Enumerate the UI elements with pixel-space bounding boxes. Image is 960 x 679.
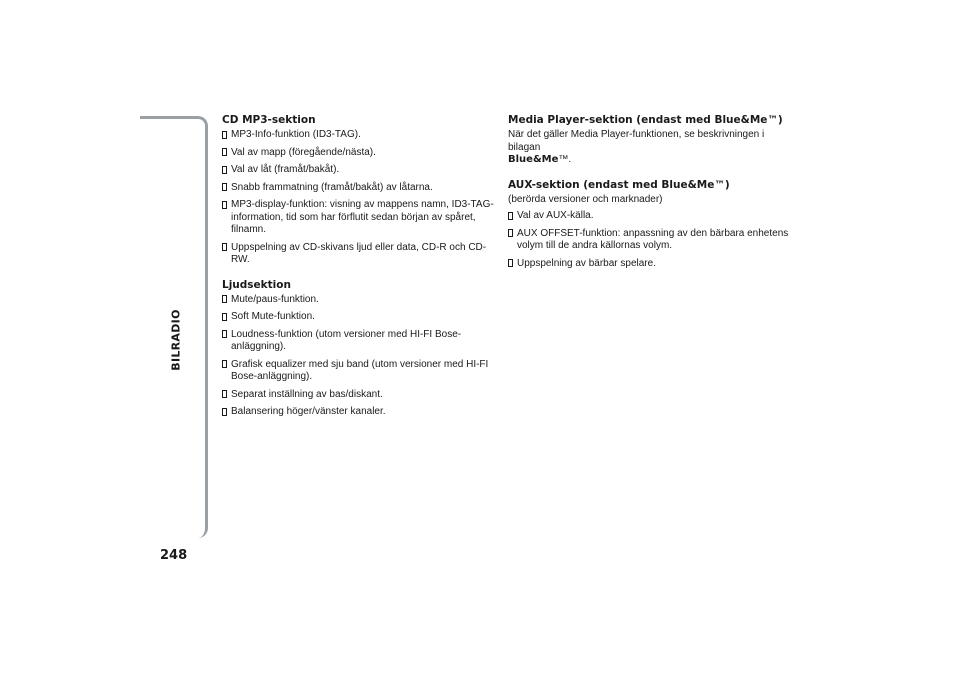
list-item-text: Uppspelning av CD-skivans ljud eller data, CD-R och CD-RW. [231, 241, 487, 265]
checkbox-bullet-icon [222, 243, 227, 251]
section-title: Media Player-sektion (endast med Blue&Me™) [508, 114, 783, 126]
section-title: CD MP3-sektion [222, 114, 316, 126]
list-item-text: Grafisk equalizer med sju band (utom versioner med HI-FI Bose-anläggning). [231, 358, 489, 382]
right-column [508, 113, 793, 275]
list-item-text: Balansering höger/vänster kanaler. [231, 406, 386, 417]
paragraph-text: När det gäller Media Player-funktionen, se beskrivningen i bilagan [508, 129, 765, 153]
list-item [222, 129, 497, 142]
list-item [222, 389, 497, 402]
section-title: AUX-sektion (endast med Blue&Me™) [508, 178, 730, 191]
paragraph-bold-reference: Blue&Me [508, 154, 559, 165]
list-item [508, 210, 793, 223]
checkbox-bullet-icon [222, 295, 227, 303]
checkbox-bullet-icon [222, 360, 227, 368]
checkbox-bullet-icon [222, 390, 227, 398]
checkbox-bullet-icon [222, 201, 227, 209]
list-item-text: Separat inställning av bas/diskant. [231, 388, 383, 400]
list-item [222, 164, 497, 177]
paragraph-suffix: ™. [558, 154, 572, 165]
checkbox-bullet-icon [222, 330, 227, 338]
checkbox-bullet-icon [222, 148, 227, 156]
list-item [508, 228, 793, 253]
list-item-text: Snabb frammatning (framåt/bakåt) av låtarna. [231, 181, 433, 193]
media-player-paragraph [508, 129, 793, 167]
list-item [222, 329, 497, 354]
list-item-text: Val av AUX-källa. [517, 210, 594, 221]
list-item-text: MP3-display-funktion: visning av mappens namn, ID3-TAG-information, tid som har förflutit sedan början av spåret, filnamn. [231, 199, 494, 235]
list-item [222, 147, 497, 160]
list-item-text: Uppspelning av bärbar spelare. [517, 257, 656, 269]
list-item [222, 311, 497, 324]
list-item-text: Val av mapp (föregående/nästa). [231, 146, 376, 158]
list-item [222, 359, 497, 384]
checkbox-bullet-icon [222, 131, 227, 139]
list-item-text: Loudness-funktion (utom versioner med HI-FI Bose-anläggning). [231, 328, 462, 352]
list-item-text: Mute/paus-funktion. [231, 293, 319, 305]
section-audio [222, 278, 497, 419]
list-item-text: Soft Mute-funktion. [231, 311, 315, 322]
section-title: Ljudsektion [222, 278, 291, 291]
checkbox-bullet-icon [508, 229, 513, 237]
list-item-text: AUX OFFSET-funktion: anpassning av den bärbara enhetens volym till de andra källornas volym. [517, 227, 789, 251]
bullet-list [508, 210, 793, 270]
section-cd-mp3 [222, 113, 497, 267]
list-item-text: MP3-Info-funktion (ID3-TAG). [231, 129, 361, 140]
list-item [222, 199, 497, 237]
checkbox-bullet-icon [508, 259, 513, 267]
list-item [222, 182, 497, 195]
list-item-text: Val av låt (framåt/bakåt). [231, 164, 340, 175]
list-item [508, 258, 793, 271]
list-item [222, 406, 497, 419]
left-column [222, 113, 497, 424]
bullet-list [222, 129, 497, 267]
page-number: 248 [160, 548, 188, 563]
section-media-player [508, 113, 793, 167]
bullet-list [222, 294, 497, 419]
list-item [222, 294, 497, 307]
list-item [222, 242, 497, 267]
checkbox-bullet-icon [222, 313, 227, 321]
checkbox-bullet-icon [222, 408, 227, 416]
section-note: (berörda versioner och marknader) [508, 193, 663, 205]
checkbox-bullet-icon [222, 166, 227, 174]
chapter-side-label: BILRADIO [169, 309, 183, 371]
checkbox-bullet-icon [222, 183, 227, 191]
section-aux [508, 178, 793, 271]
checkbox-bullet-icon [508, 212, 513, 220]
